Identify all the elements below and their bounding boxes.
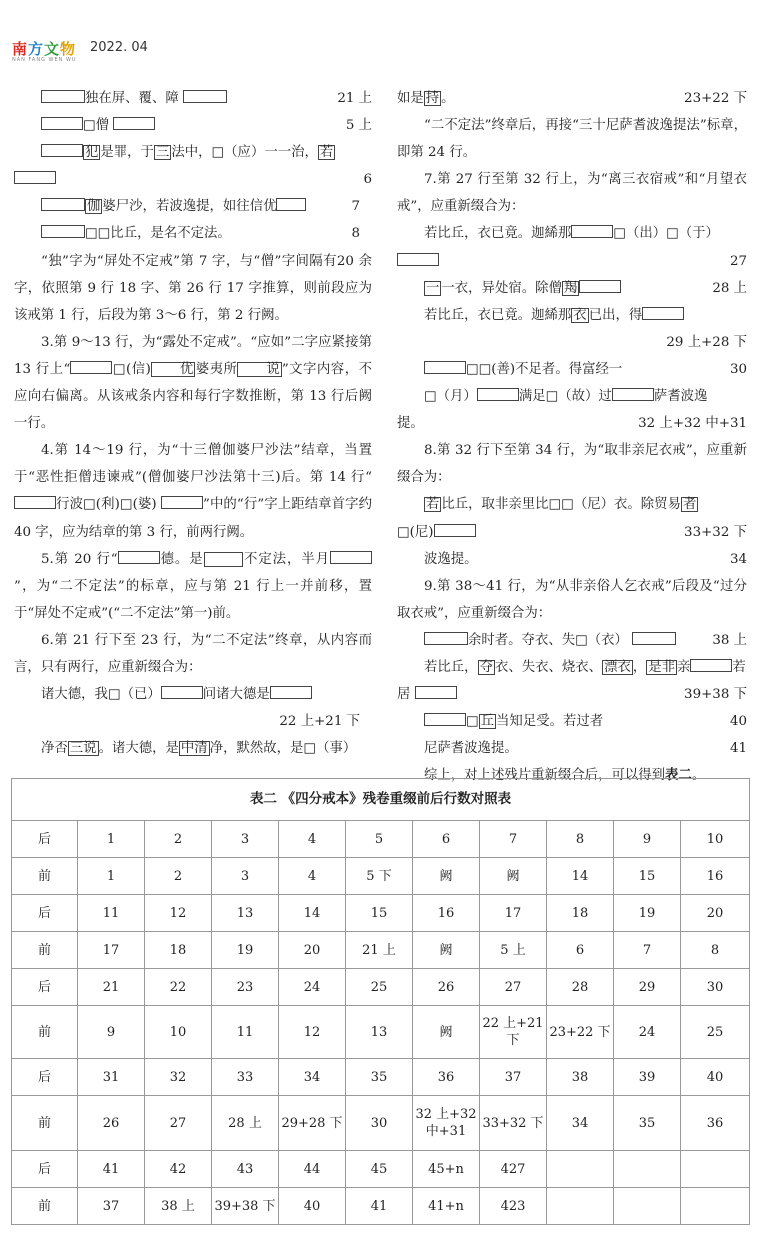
boxed-char: 者	[682, 497, 697, 513]
table-row	[12, 821, 750, 858]
table-cell: 21 上	[346, 932, 413, 969]
table-cell: 8	[547, 821, 614, 858]
table-cell: 43	[212, 1151, 279, 1188]
fragment-text: □(尼)	[397, 524, 434, 540]
table-cell: 10	[681, 821, 750, 858]
row-label: 前	[12, 932, 78, 969]
line-ref: 32 上+32 中+31	[638, 416, 747, 432]
table-cell: 30	[681, 969, 750, 1006]
table-cell: 1	[78, 858, 145, 895]
fragment-line	[14, 139, 372, 166]
table-cell: 7	[614, 932, 681, 969]
table-reference: 表二	[665, 767, 692, 784]
fragment-line	[397, 383, 747, 410]
boxed-char: 持	[425, 91, 440, 106]
table-cell: 34	[279, 1059, 346, 1096]
table-cell	[547, 1151, 614, 1188]
fragment-text: □	[466, 714, 479, 730]
para-text: 3.第 9～13 行，为“露处不定戒”。“应如”二字应紧接第 13 行上“	[14, 334, 372, 377]
table-cell: 18	[547, 895, 614, 932]
line-ref: 29 上+28 下	[666, 334, 747, 350]
table-cell: 26	[413, 969, 480, 1006]
fragment-line	[14, 708, 372, 735]
boxed-char: 三说	[69, 741, 97, 757]
blank-box	[41, 144, 83, 157]
fragment-text: 尼萨耆波逸提。	[424, 741, 518, 757]
boxed-char: 伽	[87, 199, 101, 215]
fragment-text: □僧	[83, 118, 110, 134]
fragment-text: 若比丘，	[424, 659, 478, 675]
table-cell: 14	[547, 858, 614, 895]
boxed-char: 漂衣	[604, 659, 631, 675]
blank-box	[642, 307, 684, 320]
row-label: 后	[12, 895, 78, 932]
table-cell: 35	[614, 1096, 681, 1151]
fragment-text: 当知足受。若过者	[496, 714, 604, 730]
fragment-text: 居	[397, 687, 411, 703]
row-label: 后	[12, 821, 78, 858]
fragment-text: 如是	[397, 91, 424, 106]
fragment-text: 衣、失衣、烧衣、	[494, 659, 603, 675]
blank-box	[113, 117, 155, 130]
journal-header	[12, 36, 212, 72]
fragment-text: 一衣，异处宿。除僧	[441, 280, 562, 296]
table-cell: 37	[480, 1059, 547, 1096]
para-text: 综上，对上述残片重新缀合后，可以得到	[424, 768, 666, 784]
fragment-line	[14, 112, 372, 139]
fragment-text: 余时者。夺衣、失□（衣）	[468, 632, 628, 648]
table-cell: 26	[78, 1096, 145, 1151]
blank-box	[424, 361, 466, 374]
line-ref: 30	[729, 361, 747, 377]
table-cell: 34	[547, 1096, 614, 1151]
paragraph	[14, 437, 372, 545]
boxed-char: 犯	[85, 145, 99, 161]
blank-box	[161, 496, 203, 509]
line-ref: 41	[729, 741, 747, 757]
blank-box	[14, 496, 56, 509]
table-cell: 3	[212, 858, 279, 895]
table-cell: 阙	[413, 1006, 480, 1059]
fragment-line	[397, 546, 747, 573]
right-column	[397, 85, 747, 789]
paragraph: 6.第 21 行下至 23 行，为“二不定法”终章，从内容而言，只有两行，应重新缀合为：	[14, 632, 372, 675]
para-text: □(信)	[112, 361, 151, 377]
table-cell: 32	[145, 1059, 212, 1096]
line-ref: 21 上	[337, 91, 372, 106]
table-cell: 39	[614, 1059, 681, 1096]
boxed-char: 若	[426, 497, 440, 513]
boxed-char: 衣	[573, 307, 587, 323]
fragment-text: 提。	[397, 416, 424, 432]
table-cell: 23	[212, 969, 279, 1006]
table-cell: 28 上	[212, 1096, 279, 1151]
table-row	[12, 1096, 750, 1151]
para-text: 德。是	[159, 551, 204, 567]
line-ref: 27	[729, 253, 747, 269]
fragment-line	[397, 681, 747, 708]
para-text: ”，为“二不定法”的标章，应与第 21 行上一并前移，置于“屏处不定戒”(“二不定法”第一)前。	[14, 578, 372, 621]
table-cell: 27	[480, 969, 547, 1006]
table-cell: 36	[681, 1096, 750, 1151]
paragraph	[14, 546, 372, 627]
fragment-text: 。	[441, 91, 455, 106]
table-cell: 19	[212, 932, 279, 969]
table-cell: 13	[346, 1006, 413, 1059]
line-ref: 23+22 下	[684, 91, 747, 106]
fragment-line	[14, 85, 372, 112]
fragment-text: 若	[732, 659, 746, 675]
table-cell: 41	[78, 1151, 145, 1188]
fragment-text: 婆尸沙，若波逸提，如往信优	[102, 199, 277, 215]
fragment-text: □（月）	[424, 389, 477, 405]
table-cell: 5	[346, 821, 413, 858]
blank-box	[579, 280, 621, 293]
para-text: 婆夷所	[195, 361, 238, 377]
blank-box	[14, 171, 56, 184]
paragraph: 9.第 38～41 行，为“从非亲俗人乞衣戒”后段及“过分取衣戒”，应重新缀合为：	[397, 578, 747, 621]
blank-box	[118, 551, 160, 564]
line-ref: 28 上	[712, 280, 747, 296]
journal-logo	[12, 38, 76, 59]
fragment-line	[397, 491, 747, 518]
table-row	[12, 1059, 750, 1096]
fragment-line	[397, 85, 747, 112]
table-cell: 9	[614, 821, 681, 858]
fragment-text: 净，默然故，是□（事）	[209, 741, 357, 757]
table-cell: 37	[78, 1188, 145, 1225]
table-cell: 40	[681, 1059, 750, 1096]
para-text: ”文字内容，不应向右偏离。从该戒条内容和每行字数推断，第 13 行后阙一行。	[14, 361, 372, 432]
table-cell: 23+22 下	[547, 1006, 614, 1059]
table-row	[12, 858, 750, 895]
row-label: 后	[12, 1151, 78, 1188]
para-text: 4.第 14～19 行，为“十三僧伽婆尸沙法”结章，当置于“恶性拒僧违谏戒”(僧伽婆尸沙法第十三)后。第 14 行“	[14, 443, 372, 486]
table-cell: 25	[681, 1006, 750, 1059]
table-cell: 25	[346, 969, 413, 1006]
fragment-line	[397, 329, 747, 356]
blank-box	[41, 117, 83, 130]
boxed-char: 中清	[180, 741, 208, 757]
blank-box	[41, 225, 85, 238]
table-cell: 27	[145, 1096, 212, 1151]
line-ref: 5 上	[345, 118, 372, 134]
table-cell: 14	[279, 895, 346, 932]
issue-number: 2022. 04	[90, 40, 148, 55]
table-cell: 33+32 下	[480, 1096, 547, 1151]
fragment-line	[14, 166, 372, 193]
fragment-line	[397, 654, 747, 681]
table-cell: 41	[346, 1188, 413, 1225]
table-cell: 7	[480, 821, 547, 858]
fragment-text: 诸大德，我□（已）	[41, 687, 161, 703]
table-cell: 18	[145, 932, 212, 969]
table-cell	[681, 1151, 750, 1188]
table-cell: 41+n	[413, 1188, 480, 1225]
table-cell: 42	[145, 1151, 212, 1188]
table-cell: 22 上+21 下	[480, 1006, 547, 1059]
table-cell: 17	[480, 895, 547, 932]
blank-box	[434, 524, 476, 537]
table-cell: 22	[145, 969, 212, 1006]
logo-char: 方	[28, 40, 45, 58]
blank-box	[415, 686, 457, 699]
paragraph: “独”字为“屏处不定戒”第 7 字，与“僧”字间隔有20 余字，依照第 9 行 18 字、第 26 行 17 字推算，则前段应为该戒第 1 行，后段为第 3～6 行，第 2 行阙。	[14, 253, 372, 323]
fragment-line	[397, 356, 747, 383]
table-row	[12, 932, 750, 969]
table-cell: 2	[145, 821, 212, 858]
fragment-line	[397, 275, 747, 302]
fragment-text: 。诸大德，是	[98, 741, 179, 757]
table-cell: 31	[78, 1059, 145, 1096]
table-cell: 427	[480, 1151, 547, 1188]
para-text: ”中的“行”字上距结章首字约 40 字，应为结章的第 3 行，前两行阙。	[14, 497, 372, 540]
table-cell: 36	[413, 1059, 480, 1096]
fragment-text: 问诸大德是	[202, 687, 270, 703]
table-cell: 33	[212, 1059, 279, 1096]
table-cell: 38 上	[145, 1188, 212, 1225]
row-label: 前	[12, 858, 78, 895]
table-cell: 35	[346, 1059, 413, 1096]
table-cell: 11	[78, 895, 145, 932]
table-cell	[614, 1151, 681, 1188]
table-cell: 6	[413, 821, 480, 858]
row-label: 前	[12, 1188, 78, 1225]
para-text: 。	[691, 768, 706, 784]
blank-box	[424, 632, 468, 645]
blank-box	[41, 90, 85, 103]
line-ref: 6	[363, 172, 372, 188]
fragment-text: □□(善)不足者。得富经一	[466, 361, 623, 377]
boxed-char: 说	[237, 362, 281, 377]
fragment-line	[14, 681, 372, 708]
table-cell: 10	[145, 1006, 212, 1059]
table-cell: 28	[547, 969, 614, 1006]
paragraph: 7.第 27 行至第 32 行上，为“离三衣宿戒”和“月望衣戒”，应重新缀合为：	[397, 172, 747, 215]
table-title: 表二 《四分戒本》残卷重缀前后行数对照表	[12, 779, 750, 821]
fragment-text: □□比丘，是名不定法。	[85, 226, 231, 242]
fragment-text: □（出）□（于）	[613, 226, 719, 242]
blank-box	[70, 361, 112, 374]
table-cell: 29	[614, 969, 681, 1006]
logo-subtitle: NAN FANG WEN WU	[12, 57, 77, 63]
boxed-char: 三	[155, 145, 170, 161]
line-ref: 22 上+21 下	[279, 714, 360, 730]
table-cell: 5 下	[346, 858, 413, 895]
fragment-line	[397, 519, 747, 546]
blank-box	[424, 713, 466, 726]
blank-box	[276, 198, 306, 211]
table-cell: 38	[547, 1059, 614, 1096]
row-label: 后	[12, 969, 78, 1006]
line-ref: 33+32 下	[684, 524, 747, 540]
table-cell: 32 上+32 中+31	[413, 1096, 480, 1151]
logo-char: 南	[12, 40, 29, 58]
para-text: 不定法，半月	[243, 551, 330, 567]
fragment-line	[397, 248, 747, 275]
line-ref: 40	[729, 714, 747, 730]
table-cell: 24	[279, 969, 346, 1006]
table-cell: 阙	[480, 858, 547, 895]
table-cell: 44	[279, 1151, 346, 1188]
fragment-text: 净否	[41, 741, 68, 757]
table-cell: 阙	[413, 858, 480, 895]
blank-box	[330, 551, 372, 564]
table-cell: 45	[346, 1151, 413, 1188]
boxed-char: 优	[151, 362, 195, 377]
table-cell: 40	[279, 1188, 346, 1225]
paragraph	[14, 329, 372, 437]
blank-box	[397, 253, 439, 266]
fragment-text: 若比丘，衣已竟。迦絺那	[424, 307, 572, 323]
boxed-char: 夺	[479, 659, 493, 675]
table-cell: 20	[681, 895, 750, 932]
left-column	[14, 85, 372, 762]
fragment-line	[14, 735, 372, 762]
table-cell: 阙	[413, 932, 480, 969]
logo-char: 文	[44, 40, 61, 58]
blank-box	[690, 659, 732, 672]
fragment-line	[14, 193, 372, 220]
row-label: 前	[12, 1006, 78, 1059]
para-text: 行波□(利)□(婆)	[56, 497, 157, 513]
fragment-text: 比丘，取非亲里比□□（尼）衣。除贸易	[441, 497, 681, 513]
fragment-text: 萨耆波逸	[653, 389, 708, 405]
table-cell: 11	[212, 1006, 279, 1059]
fragment-line	[397, 410, 747, 437]
fragment-text: 亲	[677, 659, 691, 675]
blank-box	[477, 388, 519, 401]
blank-box	[161, 686, 203, 699]
fragment-text: 已出，得	[588, 307, 643, 323]
comparison-table	[11, 778, 750, 1225]
boxed-char: 一	[426, 280, 440, 296]
blank-box	[41, 198, 85, 211]
table-cell: 9	[78, 1006, 145, 1059]
table-cell: 45+n	[413, 1151, 480, 1188]
table-row	[12, 1151, 750, 1188]
table-cell: 20	[279, 932, 346, 969]
table-cell: 15	[614, 858, 681, 895]
fragment-line	[397, 220, 747, 247]
fragment-line	[397, 708, 747, 735]
table-cell: 6	[547, 932, 614, 969]
blank-box	[270, 686, 312, 699]
table-cell: 3	[212, 821, 279, 858]
blank-box	[612, 388, 654, 401]
line-ref: 7	[351, 199, 360, 215]
table-cell: 39+38 下	[212, 1188, 279, 1225]
blank-box	[632, 632, 676, 645]
line-ref: 39+38 下	[684, 687, 747, 703]
table-cell: 1	[78, 821, 145, 858]
boxed-char: 若	[319, 145, 334, 161]
table-cell: 16	[681, 858, 750, 895]
table-row	[12, 895, 750, 932]
table-cell: 30	[346, 1096, 413, 1151]
fragment-line	[397, 302, 747, 329]
fragment-line	[14, 220, 372, 247]
fragment-text: ，	[632, 659, 647, 675]
table-row	[12, 1006, 750, 1059]
line-ref: 38 上	[712, 632, 747, 648]
table-cell: 12	[145, 895, 212, 932]
fragment-text: 波逸提。	[424, 551, 478, 567]
fragment-text: 若比丘，衣已竟。迦絺那	[424, 226, 572, 242]
table-cell: 12	[279, 1006, 346, 1059]
paragraph: “二不定法”终章后，再接“三十尼萨耆波逸提法”标章，即第 24 行。	[397, 118, 747, 161]
paragraph: 8.第 32 行下至第 34 行，为“取非亲尼衣戒”，应重新缀合为：	[397, 443, 747, 486]
table-cell: 21	[78, 969, 145, 1006]
table-body	[12, 821, 750, 1225]
boxed-char: 羯	[563, 280, 578, 296]
comparison-table-wrapper	[11, 778, 749, 1225]
table-cell: 2	[145, 858, 212, 895]
fragment-text: 法中，□（应）一一治，	[171, 145, 318, 161]
table-cell: 29+28 下	[279, 1096, 346, 1151]
row-label: 后	[12, 1059, 78, 1096]
table-cell: 24	[614, 1006, 681, 1059]
table-cell	[547, 1188, 614, 1225]
table-cell: 16	[413, 895, 480, 932]
empty-box: ​	[204, 552, 244, 567]
fragment-line	[397, 735, 747, 762]
table-cell	[614, 1188, 681, 1225]
fragment-text: 独在屏、覆、障	[85, 91, 179, 106]
table-row	[12, 969, 750, 1006]
fragment-line	[397, 627, 747, 654]
blank-box	[571, 225, 613, 238]
row-label: 前	[12, 1096, 78, 1151]
table-cell: 13	[212, 895, 279, 932]
table-cell: 17	[78, 932, 145, 969]
table-row	[12, 1188, 750, 1225]
fragment-text: 满足□（故）过	[518, 389, 612, 405]
logo-char: 物	[60, 40, 77, 58]
line-ref: 8	[351, 226, 360, 242]
table-cell: 4	[279, 858, 346, 895]
table-cell: 5 上	[480, 932, 547, 969]
table-cell: 15	[346, 895, 413, 932]
table-cell: 4	[279, 821, 346, 858]
fragment-text: 是罪，于	[100, 145, 154, 161]
blank-box	[183, 90, 227, 103]
boxed-char: 丘	[480, 714, 495, 730]
table-cell: 8	[681, 932, 750, 969]
table-cell	[681, 1188, 750, 1225]
para-text: 5.第 20 行“	[41, 551, 118, 567]
line-ref: 34	[729, 551, 747, 567]
table-cell: 423	[480, 1188, 547, 1225]
table-cell: 19	[614, 895, 681, 932]
boxed-char: 是非	[648, 659, 676, 675]
